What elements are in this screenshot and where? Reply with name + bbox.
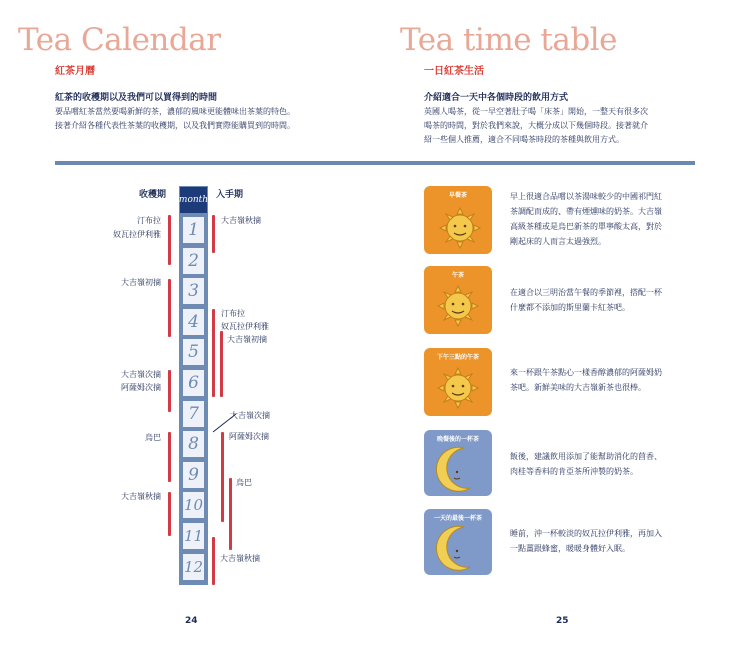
harvest-bar-darjeeling-second — [168, 370, 171, 412]
harvest-bar-uva — [168, 432, 171, 482]
month-cell-1: 1 — [183, 217, 204, 243]
right-page-subtitle: 一日紅茶生活 — [424, 66, 484, 77]
meal-line: 剛起床的人而言太過強烈。 — [510, 237, 606, 246]
harvest-label: 大吉嶺初摘 — [121, 278, 161, 287]
page-number-left: 24 — [185, 616, 198, 626]
harvest-label: 阿薩姆次摘 — [121, 383, 161, 392]
harvest-label: 大吉嶺秋摘 — [121, 492, 161, 501]
breakfast-tea-tile — [424, 186, 492, 254]
meal-tag: 下午三點的午茶 — [436, 354, 479, 361]
right-section-body — [424, 105, 704, 147]
meal-tag: 一天的最後一杯茶 — [433, 515, 482, 522]
harvest-bar-dimbula — [168, 215, 171, 265]
harvest-bar-darjeeling-autumn — [168, 492, 171, 536]
meal-line: 什麼都不添加的斯里蘭卡紅茶吧。 — [510, 303, 630, 312]
available-column-header: 入手期 — [216, 190, 244, 200]
harvest-label: 烏巴 — [145, 433, 161, 442]
meal-line: 飯後，建議飲用添加了能幫助消化的茴香、 — [510, 452, 662, 461]
month-cell-8: 8 — [183, 431, 204, 457]
available-bar-assam — [221, 432, 224, 522]
month-cell-3: 3 — [183, 278, 204, 304]
meal-line: 茶調配而成的、帶有煙燻味的奶茶。大吉嶺 — [510, 207, 662, 216]
meal-line: 茶吧。新鮮美味的大吉嶺新茶也很棒。 — [510, 383, 646, 392]
body-line: 喝茶的時間，對於我們來說，大概分成以下幾個時段。接著就介 — [424, 121, 648, 130]
meal-tag: 早餐茶 — [448, 192, 467, 199]
available-label: 大吉嶺秋摘 — [220, 554, 260, 563]
right-page-title: Tea time table — [400, 22, 617, 58]
left-section-heading: 紅茶的收穫期以及我們可以買得到的時間 — [55, 93, 218, 103]
left-page-title: Tea Calendar — [18, 22, 221, 58]
harvest-label: 大吉嶺次摘 — [121, 370, 161, 379]
meal-line: 在適合以三明治當午餐的季節裡，搭配一杯 — [510, 288, 662, 297]
month-caption: month — [180, 187, 207, 213]
available-label: 奴瓦拉伊利雅 — [221, 322, 269, 331]
meal-line: 早上很適合品嚐以茶湯味較少的中國祁門紅 — [510, 192, 662, 201]
header-separator — [55, 161, 695, 165]
left-page-subtitle: 紅茶月曆 — [55, 66, 95, 77]
available-label: 阿薩姆次摘 — [229, 432, 269, 441]
month-cell-5: 5 — [183, 339, 204, 365]
body-line: 接著介紹各種代表性茶葉的收穫期，以及我們實際能購買到的時間。 — [55, 121, 295, 130]
after-dinner-tea-text — [510, 449, 700, 479]
right-section-heading: 介紹適合一天中各個時段的飲用方式 — [424, 93, 569, 103]
available-bar-darjeeling-first — [220, 331, 223, 397]
harvest-column-header: 收穫期 — [139, 190, 167, 200]
lunch-tea-text — [510, 285, 700, 315]
month-cell-6: 6 — [183, 370, 204, 396]
bedtime-tea-text — [510, 526, 700, 556]
available-label: 烏巴 — [236, 478, 252, 487]
afternoon-tea-tile — [424, 348, 492, 416]
available-bar-darjeeling-autumn — [212, 215, 215, 253]
body-line: 英國人喝茶，從一早空著肚子喝「床茶」開始，一整天有很多次 — [424, 107, 648, 116]
after-dinner-tea-tile — [424, 430, 492, 496]
month-cell-7: 7 — [183, 401, 204, 427]
harvest-label: 汀布拉 — [137, 216, 161, 225]
body-line: 紹一些個人推薦，適合不同喝茶時段的茶種與飲用方式。 — [424, 135, 624, 144]
meal-tag: 午茶 — [451, 272, 464, 279]
month-cell-9: 9 — [183, 462, 204, 488]
available-label: 汀布拉 — [221, 309, 245, 318]
meal-line: 一點薑跟蜂蜜，暖暖身體好入眠。 — [510, 544, 630, 553]
breakfast-tea-text — [510, 189, 700, 249]
available-label: 大吉嶺初摘 — [227, 335, 267, 344]
meal-tag: 晚餐後的一杯茶 — [436, 436, 479, 443]
month-cell-2: 2 — [183, 248, 204, 274]
left-section-body — [55, 105, 355, 133]
page-number-right: 25 — [556, 616, 569, 626]
meal-line: 來一杯跟午茶點心一樣香醇濃郁的阿薩姆奶 — [510, 368, 662, 377]
available-label: 大吉嶺次摘 — [230, 411, 270, 420]
body-line: 要品嚐紅茶當然要喝新鮮的茶，濃郁的風味更能體味出茶葉的特色。 — [55, 107, 295, 116]
available-label: 大吉嶺秋摘 — [221, 216, 261, 225]
harvest-bar-darjeeling-first — [168, 279, 171, 337]
bedtime-tea-tile — [424, 509, 492, 575]
available-bar-dimbula — [212, 309, 215, 397]
lunch-tea-tile — [424, 266, 492, 334]
meal-line: 睡前，沖一杯較淡的奴瓦拉伊利雅，再加入 — [510, 529, 662, 538]
month-cell-12: 12 — [183, 554, 204, 580]
available-bar-darjeeling-autumn-2 — [212, 537, 215, 585]
meal-line: 肉桂等香料的肯亞茶所沖製的奶茶。 — [510, 467, 638, 476]
harvest-label: 奴瓦拉伊利雅 — [113, 230, 161, 239]
available-bar-uva — [229, 478, 232, 550]
month-cell-10: 10 — [183, 492, 204, 518]
meal-line: 高級茶種或是烏巴新茶的單寧酸太高，對於 — [510, 222, 662, 231]
month-cell-4: 4 — [183, 309, 204, 335]
afternoon-tea-text — [510, 365, 700, 395]
month-cell-11: 11 — [183, 523, 204, 549]
